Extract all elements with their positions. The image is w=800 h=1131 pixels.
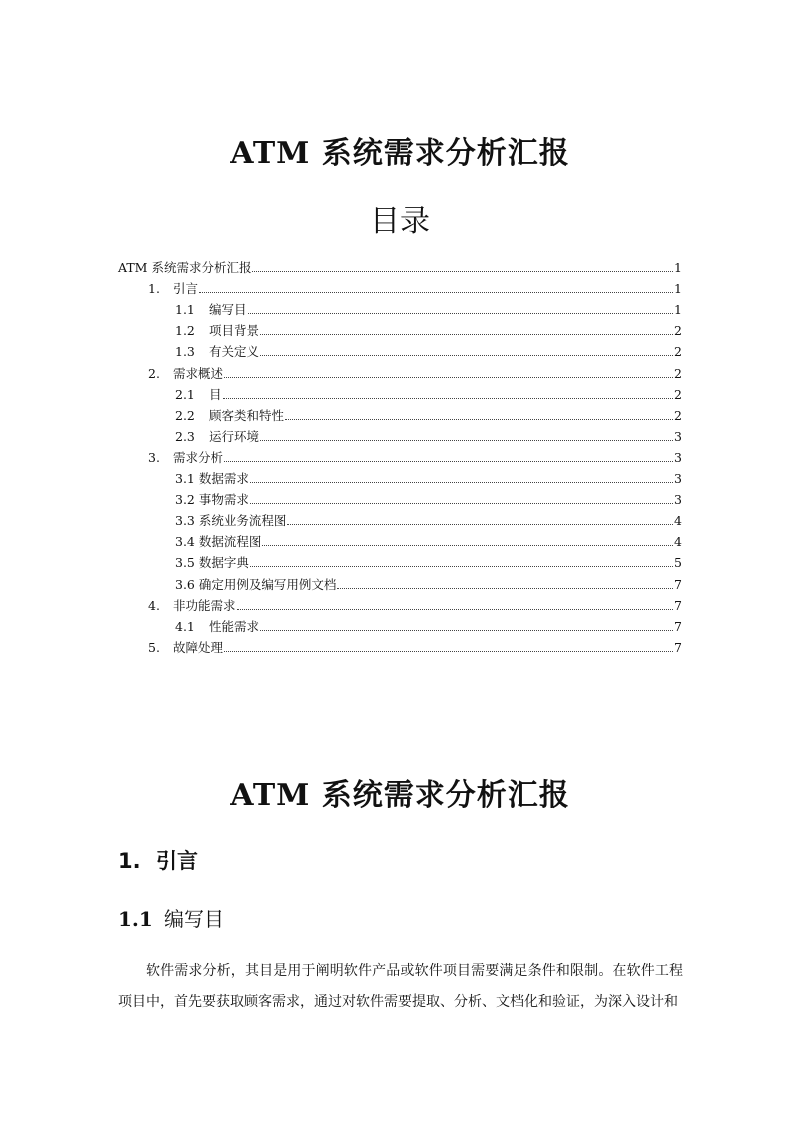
toc-entry[interactable] xyxy=(148,279,682,299)
toc-leader-dots xyxy=(250,490,673,504)
toc-entry-page: 7 xyxy=(674,639,682,655)
toc-entry-label: 有关定义 xyxy=(209,344,260,360)
body-paragraph: 软件需求分析，其目是用于阐明软件产品或软件项目需要满足条件和限制。在软件工程项目中，首先要获取顾客需求，通过对软件需要提取、分析、文档化和验证，为深入设计和 xyxy=(118,963,683,1010)
toc-leader-dots xyxy=(224,448,673,462)
toc-entry-label: 运行环境 xyxy=(209,428,260,444)
body-title: ATM 系统需求分析汇报 xyxy=(230,778,570,813)
toc-entry-number: 2.3 xyxy=(175,428,195,444)
toc-entry[interactable] xyxy=(175,617,682,637)
toc-entry-number: 2.1 xyxy=(175,386,195,402)
toc-entry[interactable] xyxy=(175,427,682,447)
toc-leader-dots xyxy=(260,342,673,356)
toc-entry[interactable] xyxy=(118,258,682,278)
toc-entry-label: 性能需求 xyxy=(209,618,260,634)
toc-entry[interactable] xyxy=(175,300,682,320)
toc-leader-dots xyxy=(262,532,673,546)
toc-entry-label: 3.3 系统业务流程图 xyxy=(175,513,287,529)
toc-entry-page: 2 xyxy=(674,386,682,402)
toc-entry-number: 4. xyxy=(148,597,160,613)
toc-entry[interactable] xyxy=(175,532,682,552)
toc-entry-label: 3.5 数据字典 xyxy=(175,555,249,571)
toc-entry-page: 7 xyxy=(674,597,682,613)
toc-entry-label: 非功能需求 xyxy=(173,597,236,613)
section-label: 引言 xyxy=(156,849,198,873)
toc-entry-page: 1 xyxy=(674,281,682,297)
toc-entry-label: 3.4 数据流程图 xyxy=(175,534,262,550)
toc-heading: 目录 xyxy=(370,204,430,239)
section-heading-1 xyxy=(118,845,198,875)
toc-entry-label: 3.1 数据需求 xyxy=(175,471,249,486)
toc-entry-number: 2.2 xyxy=(175,407,195,423)
toc-entry-page: 4 xyxy=(674,513,682,529)
toc-leader-dots xyxy=(223,385,674,399)
toc-entry-number: 5. xyxy=(148,639,160,655)
toc-entry[interactable] xyxy=(175,553,682,573)
toc-entry-number: 3. xyxy=(148,449,160,465)
section-heading-1-1 xyxy=(118,903,224,932)
toc-entry-label: 3.6 确定用例及编写用例文档 xyxy=(175,576,337,592)
toc-entry-page: 2 xyxy=(674,323,682,339)
toc-entry-page: 2 xyxy=(674,344,682,360)
toc-entry[interactable] xyxy=(175,406,682,426)
toc-leader-dots xyxy=(250,469,673,483)
toc-entry[interactable] xyxy=(175,385,682,405)
toc-leader-dots xyxy=(224,364,673,378)
section-label: 编写目 xyxy=(164,907,224,931)
toc-entry[interactable] xyxy=(175,490,682,510)
toc-entry-page: 7 xyxy=(674,618,682,634)
toc-entry-label: ATM 系统需求分析汇报 xyxy=(118,260,252,275)
toc-entry-label: 需求分析 xyxy=(173,449,224,465)
toc-entry[interactable] xyxy=(175,321,682,341)
toc-entry-page: 5 xyxy=(674,555,682,571)
toc-entry[interactable] xyxy=(175,511,682,531)
toc-entry[interactable] xyxy=(148,364,682,384)
toc-leader-dots xyxy=(250,553,673,567)
toc-entry-number: 1.1 xyxy=(175,302,195,318)
toc-leader-dots xyxy=(252,258,673,272)
toc-leader-dots xyxy=(337,575,673,589)
toc-entry-page: 3 xyxy=(674,471,682,486)
toc-entry[interactable] xyxy=(175,342,682,362)
toc-entry-page: 3 xyxy=(674,449,682,465)
toc-entry-label: 目 xyxy=(209,386,222,402)
toc-entry-label: 需求概述 xyxy=(173,365,224,381)
toc-entry-page: 3 xyxy=(674,492,682,508)
toc-entry-number: 4.1 xyxy=(175,618,195,634)
toc-leader-dots xyxy=(285,406,673,420)
toc-entry[interactable] xyxy=(148,596,682,616)
toc-entry-label: 引言 xyxy=(173,281,199,297)
toc-entry-page: 3 xyxy=(674,428,682,444)
toc-entry-number: 1.3 xyxy=(175,344,195,360)
toc-entry-page: 2 xyxy=(674,365,682,381)
toc-entry[interactable] xyxy=(148,638,682,658)
toc-entry[interactable] xyxy=(175,575,682,595)
section-number: 1.1 xyxy=(118,907,153,931)
toc-entry-page: 1 xyxy=(674,260,682,275)
toc-leader-dots xyxy=(260,321,673,335)
toc-leader-dots xyxy=(260,617,673,631)
toc-entry-label: 项目背景 xyxy=(209,323,260,339)
toc-entry-page: 4 xyxy=(674,534,682,550)
toc-entry-page: 2 xyxy=(674,407,682,423)
toc-leader-dots xyxy=(224,638,673,652)
toc-entry-number: 2. xyxy=(148,365,160,381)
toc-leader-dots xyxy=(287,511,673,525)
toc-entry-label: 故障处理 xyxy=(173,639,224,655)
toc-entry-number: 1. xyxy=(148,281,160,297)
toc-entry-page: 1 xyxy=(674,302,682,318)
toc-leader-dots xyxy=(199,279,673,293)
toc-leader-dots xyxy=(248,300,674,314)
toc-entry[interactable] xyxy=(148,448,682,468)
toc-leader-dots xyxy=(260,427,673,441)
toc-entry[interactable] xyxy=(175,469,682,489)
toc-entry-label: 顾客类和特性 xyxy=(209,407,285,423)
toc-entry-page: 7 xyxy=(674,576,682,592)
section-number: 1. xyxy=(118,849,141,873)
document-title: ATM 系统需求分析汇报 xyxy=(230,136,570,171)
toc-leader-dots xyxy=(237,596,674,610)
toc-entry-label: 3.2 事物需求 xyxy=(175,492,249,508)
toc-entry-number: 1.2 xyxy=(175,323,195,339)
toc-entry-label: 编写目 xyxy=(209,302,247,318)
